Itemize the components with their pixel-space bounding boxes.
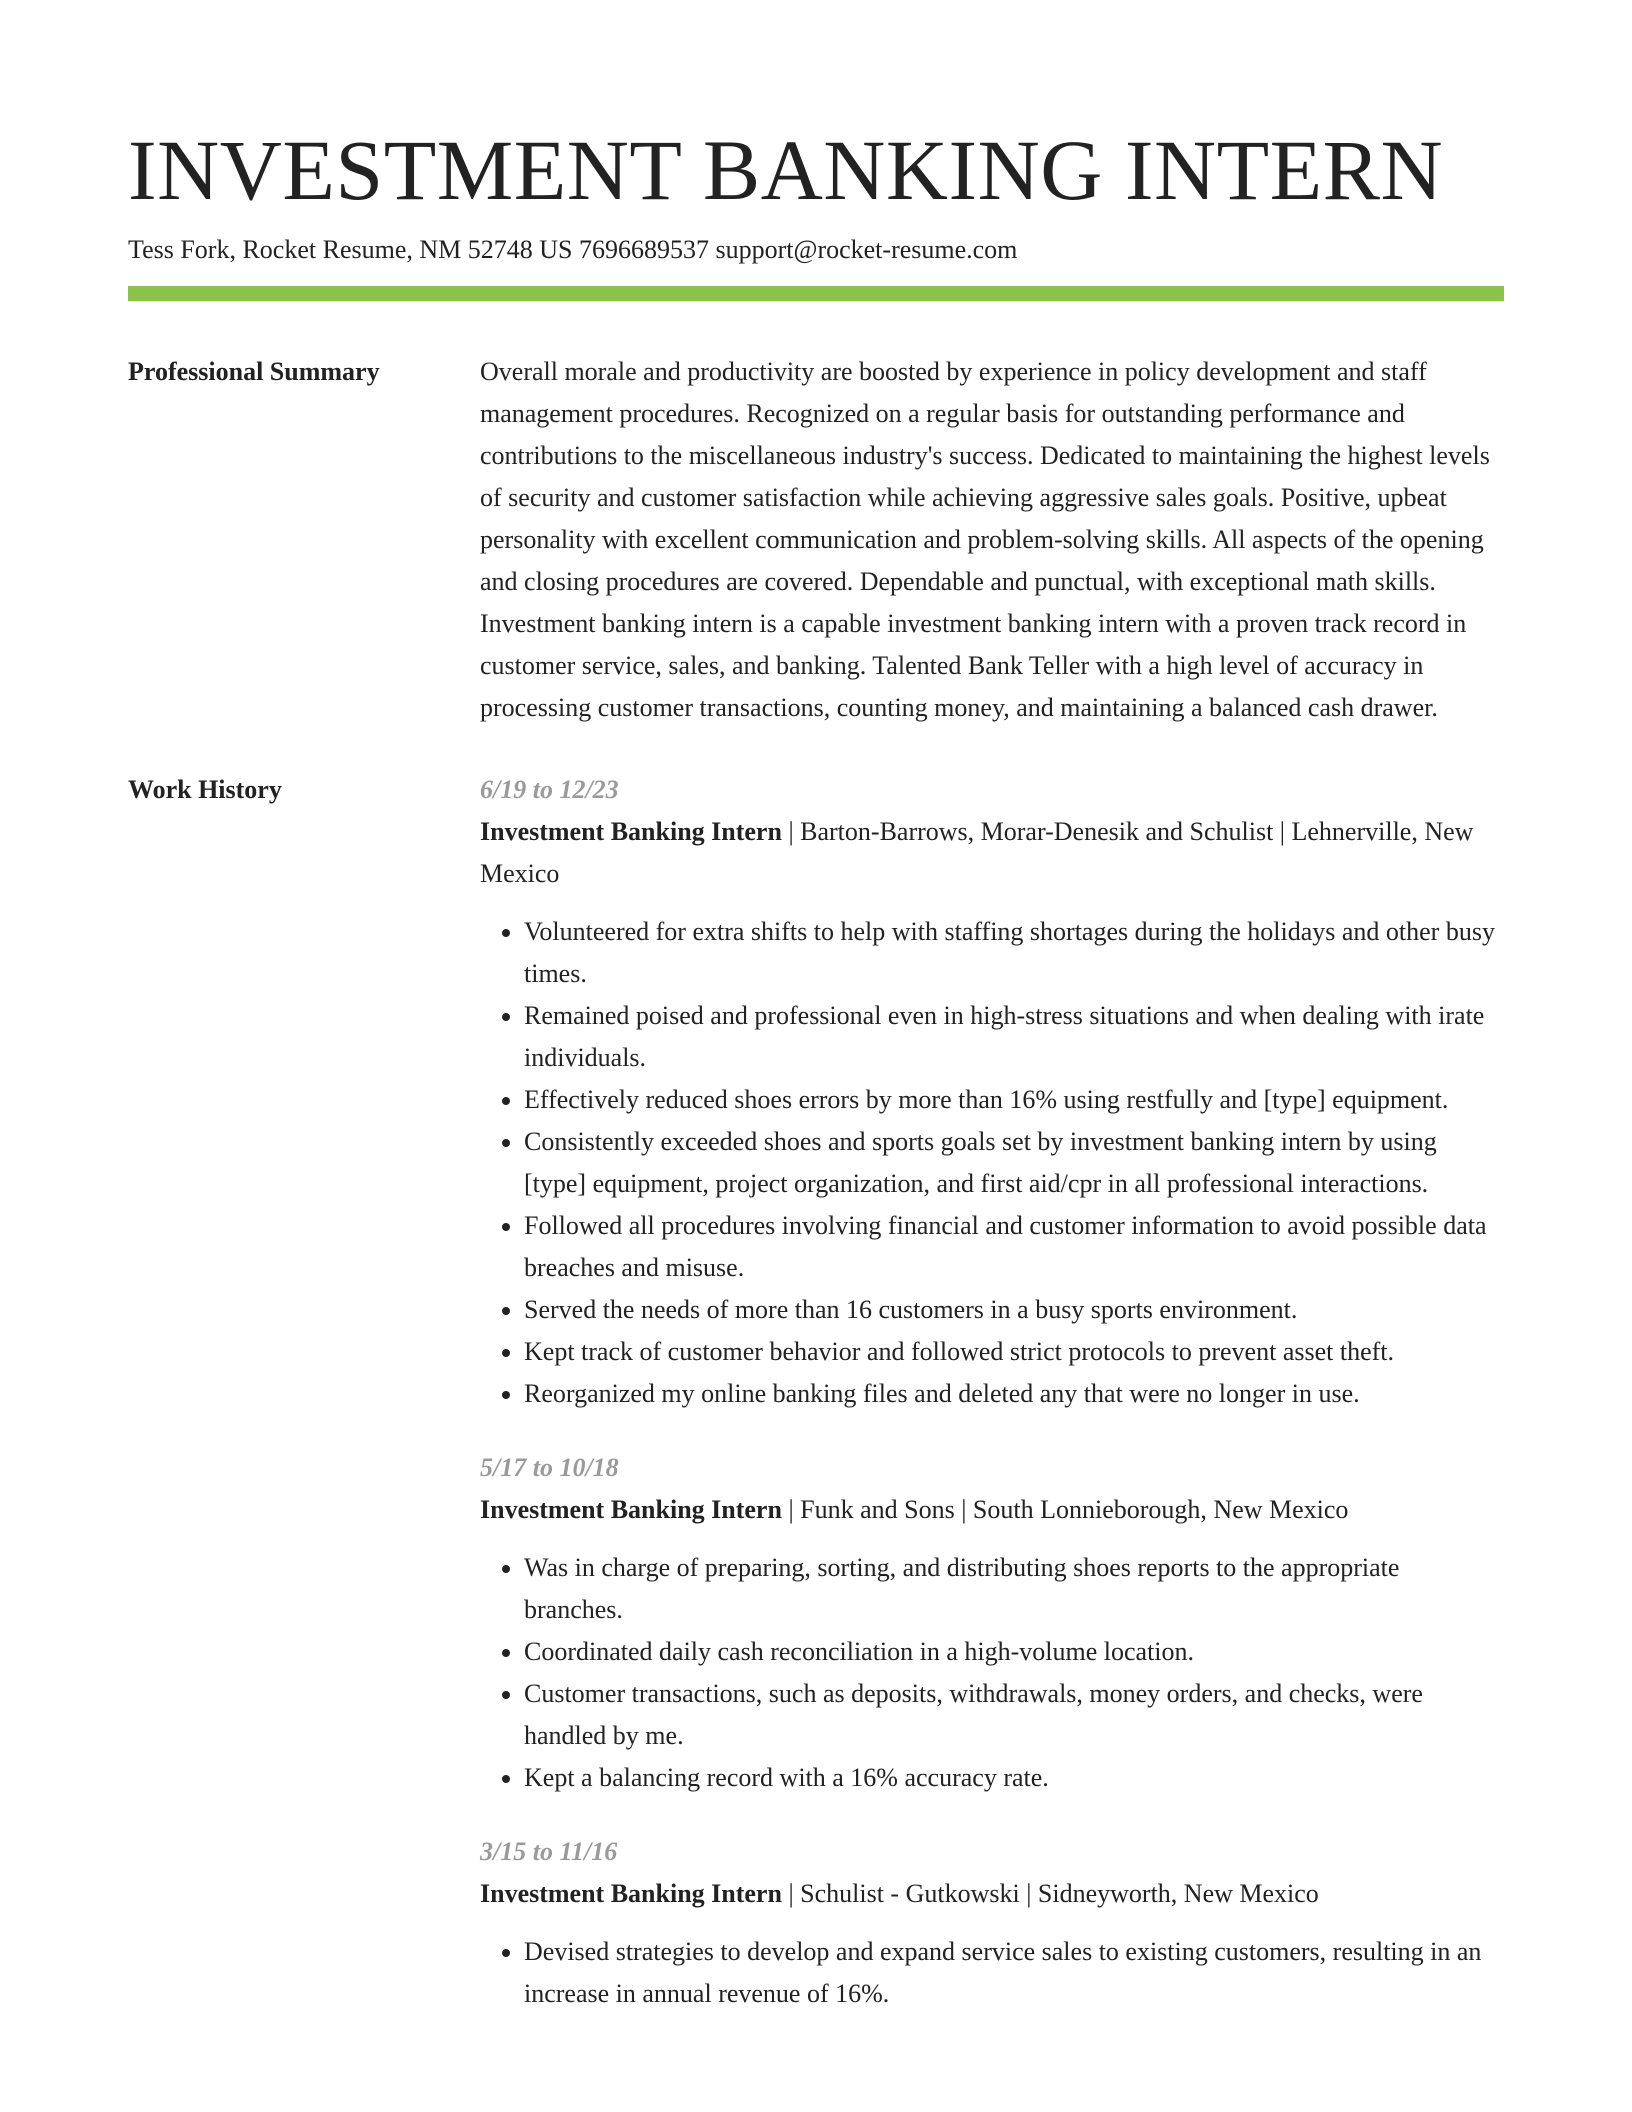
job-dates: 6/19 to 12/23 bbox=[480, 775, 619, 804]
job-heading-line bbox=[480, 811, 1504, 895]
job-employer-location: | Schulist - Gutkowski | Sidneyworth, New Mexico bbox=[781, 1879, 1319, 1908]
job-bullet: • Devised strategies to develop and expand service sales to existing customers, resulting in an increase in annual revenue of 16%. bbox=[524, 1931, 1504, 2015]
job-bullet: • Consistently exceeded shoes and sports goals set by investment banking intern by using [type] equipment, project organization, and first aid/cpr in all professional interactions. bbox=[524, 1121, 1504, 1205]
job-employer-location: | Funk and Sons | South Lonnieborough, New Mexico bbox=[781, 1495, 1349, 1524]
job-bullet-list bbox=[480, 1547, 1504, 1799]
job-title: Investment Banking Intern bbox=[480, 1495, 782, 1524]
work-history-heading: Work History bbox=[128, 775, 282, 804]
job-bullet: • Customer transactions, such as deposits, withdrawals, money orders, and checks, were handled by me. bbox=[524, 1673, 1504, 1757]
job-entry bbox=[480, 1447, 1504, 1799]
summary-section bbox=[128, 351, 1504, 729]
accent-divider bbox=[128, 286, 1504, 301]
job-bullet: • Volunteered for extra shifts to help with staffing shortages during the holidays and other busy times. bbox=[524, 911, 1504, 995]
job-bullet: • Followed all procedures involving financial and customer information to avoid possible data breaches and misuse. bbox=[524, 1205, 1504, 1289]
job-bullet: • Remained poised and professional even in high-stress situations and when dealing with irate individuals. bbox=[524, 995, 1504, 1079]
work-history-body bbox=[480, 769, 1504, 2047]
job-title: Investment Banking Intern bbox=[480, 817, 782, 846]
job-dates: 5/17 to 10/18 bbox=[480, 1453, 619, 1482]
resume-page bbox=[128, 118, 1504, 2047]
work-history-section bbox=[128, 769, 1504, 2047]
job-bullet: • Kept a balancing record with a 16% accuracy rate. bbox=[524, 1757, 1504, 1799]
job-bullet: • Reorganized my online banking files and deleted any that were no longer in use. bbox=[524, 1373, 1504, 1415]
contact-line: Tess Fork, Rocket Resume, NM 52748 US 7696689537 support@rocket-resume.com bbox=[128, 235, 1018, 264]
job-bullet-list bbox=[480, 911, 1504, 1415]
summary-body bbox=[480, 351, 1504, 729]
job-entry bbox=[480, 1831, 1504, 2015]
job-bullet: • Effectively reduced shoes errors by more than 16% using restfully and [type] equipment. bbox=[524, 1079, 1504, 1121]
summary-heading: Professional Summary bbox=[128, 357, 380, 386]
job-bullet: • Kept track of customer behavior and followed strict protocols to prevent asset theft. bbox=[524, 1331, 1504, 1373]
job-entry bbox=[480, 769, 1504, 1415]
job-bullet: • Was in charge of preparing, sorting, and distributing shoes reports to the appropriate branches. bbox=[524, 1547, 1504, 1631]
summary-text: Overall morale and productivity are boosted by experience in policy development and staff management procedures. Recognized on a regular basis for outstanding performance and contributions to the miscellaneous industry's success. Dedicated to maintaining the highest levels of security and customer satisfaction while achieving aggressive sales goals. Positive, upbeat personality with excellent communication and problem-solving skills. All aspects of the opening and closing procedures are covered. Dependable and punctual, with exceptional math skills. Investment banking intern is a capable investment banking intern with a proven track record in customer service, sales, and banking. Talented Bank Teller with a high level of accuracy in processing customer transactions, counting money, and maintaining a balanced cash drawer. bbox=[480, 357, 1490, 722]
job-employer-location: | Barton-Barrows, Morar-Denesik and Schulist | Lehnerville, New Mexico bbox=[480, 817, 1474, 888]
job-heading-line bbox=[480, 1489, 1504, 1531]
job-bullet: • Served the needs of more than 16 customers in a busy sports environment. bbox=[524, 1289, 1504, 1331]
job-title: Investment Banking Intern bbox=[480, 1879, 782, 1908]
job-bullet: • Coordinated daily cash reconciliation in a high-volume location. bbox=[524, 1631, 1504, 1673]
resume-title: INVESTMENT BANKING INTERN bbox=[128, 122, 1444, 218]
job-bullet-list bbox=[480, 1931, 1504, 2015]
job-heading-line bbox=[480, 1873, 1504, 1915]
job-dates: 3/15 to 11/16 bbox=[480, 1837, 618, 1866]
